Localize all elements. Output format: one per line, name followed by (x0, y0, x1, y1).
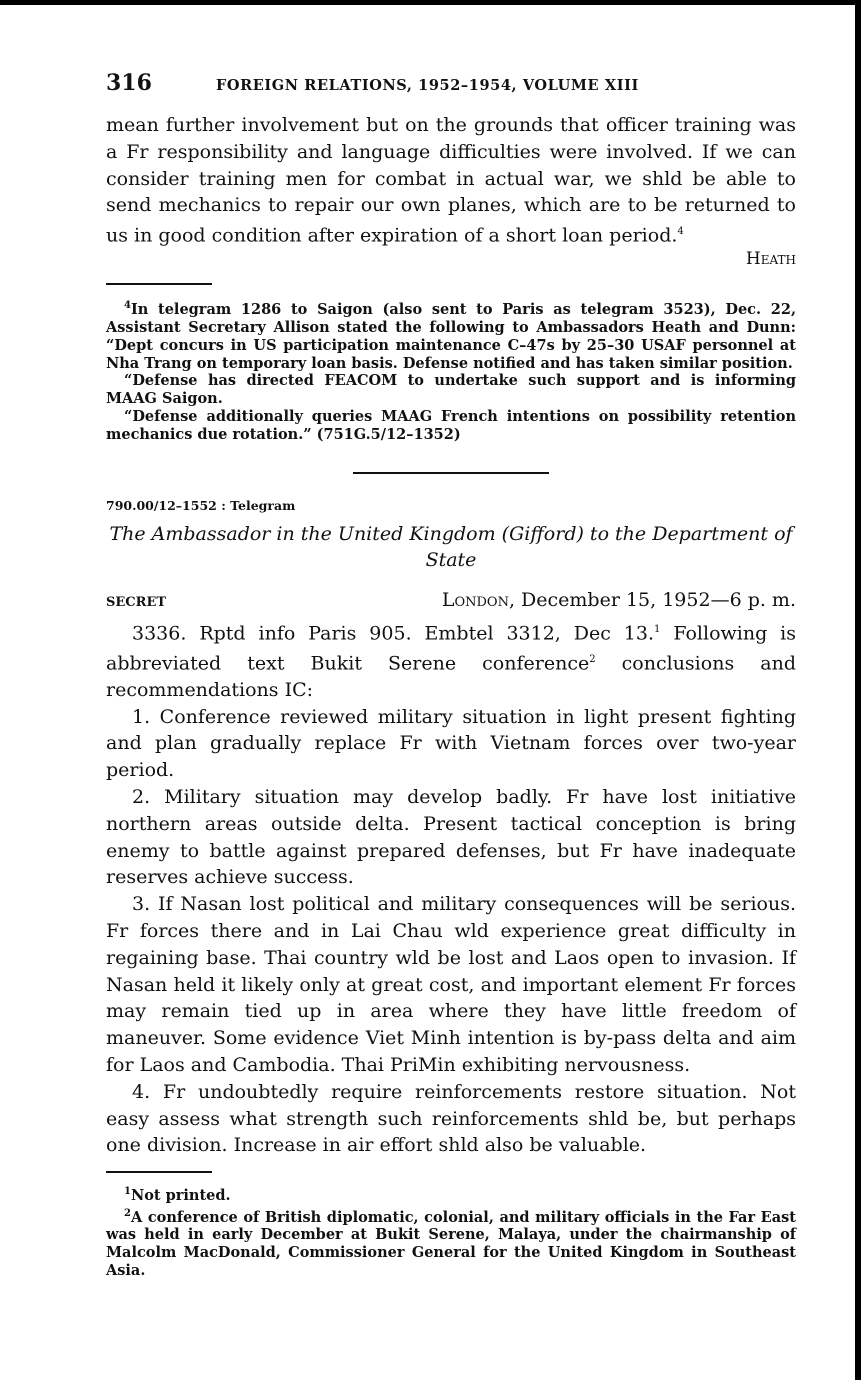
footnote-text: A conference of British diplomatic, colonial, and military officials in the Far East was held in early December at Bukit Serene, Malaya, under the chairmanship of Malcolm MacDonald, Commissioner General for the United Kingdom in Southeast Asia. (106, 1208, 796, 1279)
intro-text: conclusions and recommendations IC: (106, 651, 796, 701)
footnote-ref: 2 (589, 653, 596, 665)
footnote-marker: 2 (124, 1207, 131, 1219)
classification: SECRET (106, 594, 167, 610)
classification-line (106, 589, 796, 611)
footnote-rule (106, 1171, 212, 1173)
intro-text: Following is abbreviated text Bukit Serene conference (106, 621, 796, 674)
footnote-4 (106, 297, 796, 443)
scan-border-top (0, 0, 861, 5)
document-title: The Ambassador in the United Kingdom (Gifford) to the Department of State (109, 522, 793, 571)
numbered-item: 3. If Nasan lost political and military consequences will be serious. Fr forces there and in Lai Chau wld experience great difficulty in regaining base. Thai country wld be lost and Laos open to invasion. If Nasan held it likely only at great cost, and important element Fr forces may remain tied up in area where they have little freedom of maneuver. Some evidence Viet Minh intention is by-pass delta and aim for Laos and Cambodia. Thai PriMin exhibiting nervousness. (106, 893, 796, 1076)
footnote-paragraph: “Defense has directed FEACOM to undertake such support and is informing MAAG Saigon. (106, 372, 796, 408)
footnote-ref: 1 (654, 623, 661, 635)
numbered-item: 2. Military situation may develop badly. Fr have lost initiative northern areas outside delta. Present tactical conception is bring enemy to battle against prepared defenses, but Fr have inadequate reserves achieve success. (106, 785, 796, 889)
continuation-text: mean further involvement but on the grounds that officer training was a Fr responsibility and language difficulties were involved. If we can consider training men for combat in actual war, we shld be able to send mechanics to repair our own planes, which are to be returned to us in good condition after expiration of a short loan period. (106, 114, 796, 247)
footnote-ref: 4 (677, 226, 684, 238)
footnote-rule (106, 283, 212, 285)
dateline-date: , December 15, 1952—6 p. m. (508, 588, 796, 611)
footnote-text: In telegram 1286 to Saigon (also sent to Paris as telegram 3523), Dec. 22, Assistant Secretary Allison stated the following to Ambassadors Heath and Dunn: “Dept concurs in US participation maintenance C–47s by 25–30 USAF personnel at Nha Trang on temporary loan basis. Defense notified and has taken similar position. (106, 301, 796, 372)
telegram-intro (106, 617, 796, 704)
signature: Heath (745, 249, 796, 270)
footnote-2 (106, 1205, 796, 1280)
page-number: 316 (106, 70, 152, 96)
footnote-1 (106, 1183, 796, 1205)
intro-text: 3336. Rptd info Paris 905. Embtel 3312, Dec 13. (132, 621, 655, 644)
running-head (106, 70, 796, 100)
scan-border-right (855, 0, 861, 1380)
section-divider (353, 472, 549, 474)
document-page (106, 70, 796, 1280)
running-head-title: FOREIGN RELATIONS, 1952–1954, VOLUME XIII (216, 77, 639, 94)
footnote-text: Not printed. (130, 1186, 231, 1204)
dateline-place: London (441, 588, 509, 611)
document-id: 790.00/12–1552 : Telegram (106, 497, 296, 513)
dateline (442, 589, 796, 611)
footnote-marker: 1 (124, 1186, 131, 1198)
footnote-paragraph: “Defense additionally queries MAAG French intentions on possibility retention mechanics due rotation.” (751G.5/12–1352) (106, 407, 796, 443)
numbered-item: 1. Conference reviewed military situation in light present fighting and plan gradually replace Fr with Vietnam forces over two-year period. (106, 705, 796, 782)
footnote-marker: 4 (124, 300, 131, 312)
footnote-paragraph (106, 297, 796, 372)
continuation-paragraph (106, 112, 796, 249)
numbered-item: 4. Fr undoubtedly require reinforcements restore situation. Not easy assess what strength such reinforcements shld be, but perhaps one division. Increase in air effort shld also be valuable. (106, 1080, 796, 1157)
